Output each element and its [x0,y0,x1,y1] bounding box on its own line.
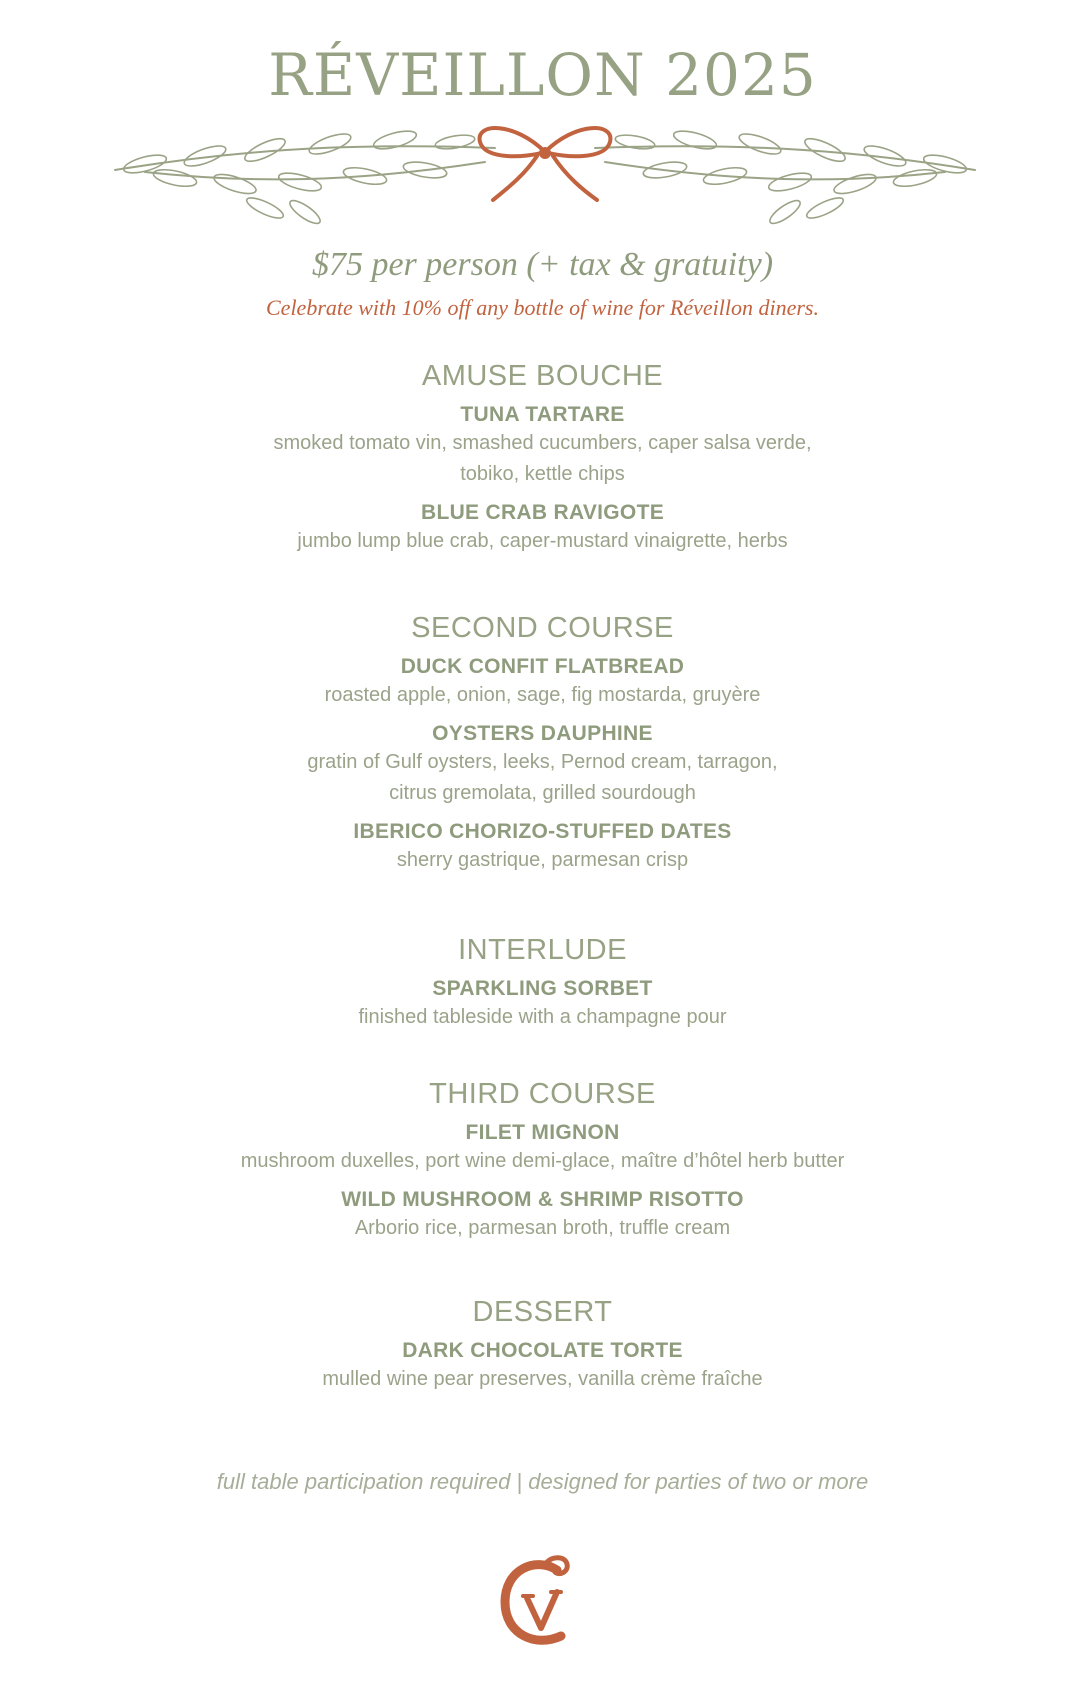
dish [0,1187,1085,1244]
dish-description: citrus gremolata, grilled sourdough [389,782,696,804]
menu-title: RÉVEILLON 2025 [268,41,817,109]
section-third-course [0,1076,1085,1244]
dish-description: Arborio rice, parmesan broth, truffle cream [354,1217,731,1239]
participation-note: full table participation required | designed for parties of two or more [216,1469,869,1494]
dish-description: finished tableside with a champagne pour [358,1006,727,1028]
dish-name: FILET MIGNON [465,1121,620,1144]
section-title: SECOND COURSE [411,612,674,644]
dish [0,654,1085,711]
cv-monogram-logo [495,1552,585,1652]
dish [0,1338,1085,1395]
dish [0,1120,1085,1177]
dish-name: SPARKLING SORBET [432,977,653,1000]
dish [0,819,1085,876]
section-title: AMUSE BOUCHE [421,360,664,392]
dish-name: OYSTERS DAUPHINE [432,722,653,745]
dish [0,976,1085,1033]
dish-name: TUNA TARTARE [460,403,625,426]
dish-name: BLUE CRAB RAVIGOTE [420,501,664,524]
dish-name: WILD MUSHROOM & SHRIMP RISOTTO [341,1188,744,1211]
dish-name: DARK CHOCOLATE TORTE [402,1339,683,1362]
dish-name: DUCK CONFIT FLATBREAD [400,655,685,678]
section-dessert [0,1294,1085,1395]
dish [0,500,1085,557]
dish-description: jumbo lump blue crab, caper-mustard vinaigrette, herbs [297,530,788,552]
dish-description: sherry gastrique, parmesan crisp [396,849,689,871]
dish [0,721,1085,809]
section-second-course [0,610,1085,876]
laurel-garland-with-bow-icon [105,112,985,232]
dish-description: mushroom duxelles, port wine demi-glace, maître d’hôtel herb butter [240,1150,845,1172]
wine-promo: Celebrate with 10% off any bottle of wine for Réveillon diners. [266,295,819,320]
section-title: DESSERT [472,1296,613,1328]
dish-description: mulled wine pear preserves, vanilla crème fraîche [322,1368,763,1390]
section-interlude [0,932,1085,1033]
dish [0,402,1085,490]
dish-description: smoked tomato vin, smashed cucumbers, caper salsa verde, [273,432,812,454]
dish-name: IBERICO CHORIZO-STUFFED DATES [353,820,732,843]
dish-description: tobiko, kettle chips [460,463,625,485]
dish-description: gratin of Gulf oysters, leeks, Pernod cream, tarragon, [307,751,778,773]
price-line: $75 per person (+ tax & gratuity) [311,246,774,283]
dish-description: roasted apple, onion, sage, fig mostarda, gruyère [324,684,761,706]
section-title: INTERLUDE [458,934,627,966]
section-amuse-bouche [0,358,1085,557]
section-title: THIRD COURSE [429,1078,656,1110]
